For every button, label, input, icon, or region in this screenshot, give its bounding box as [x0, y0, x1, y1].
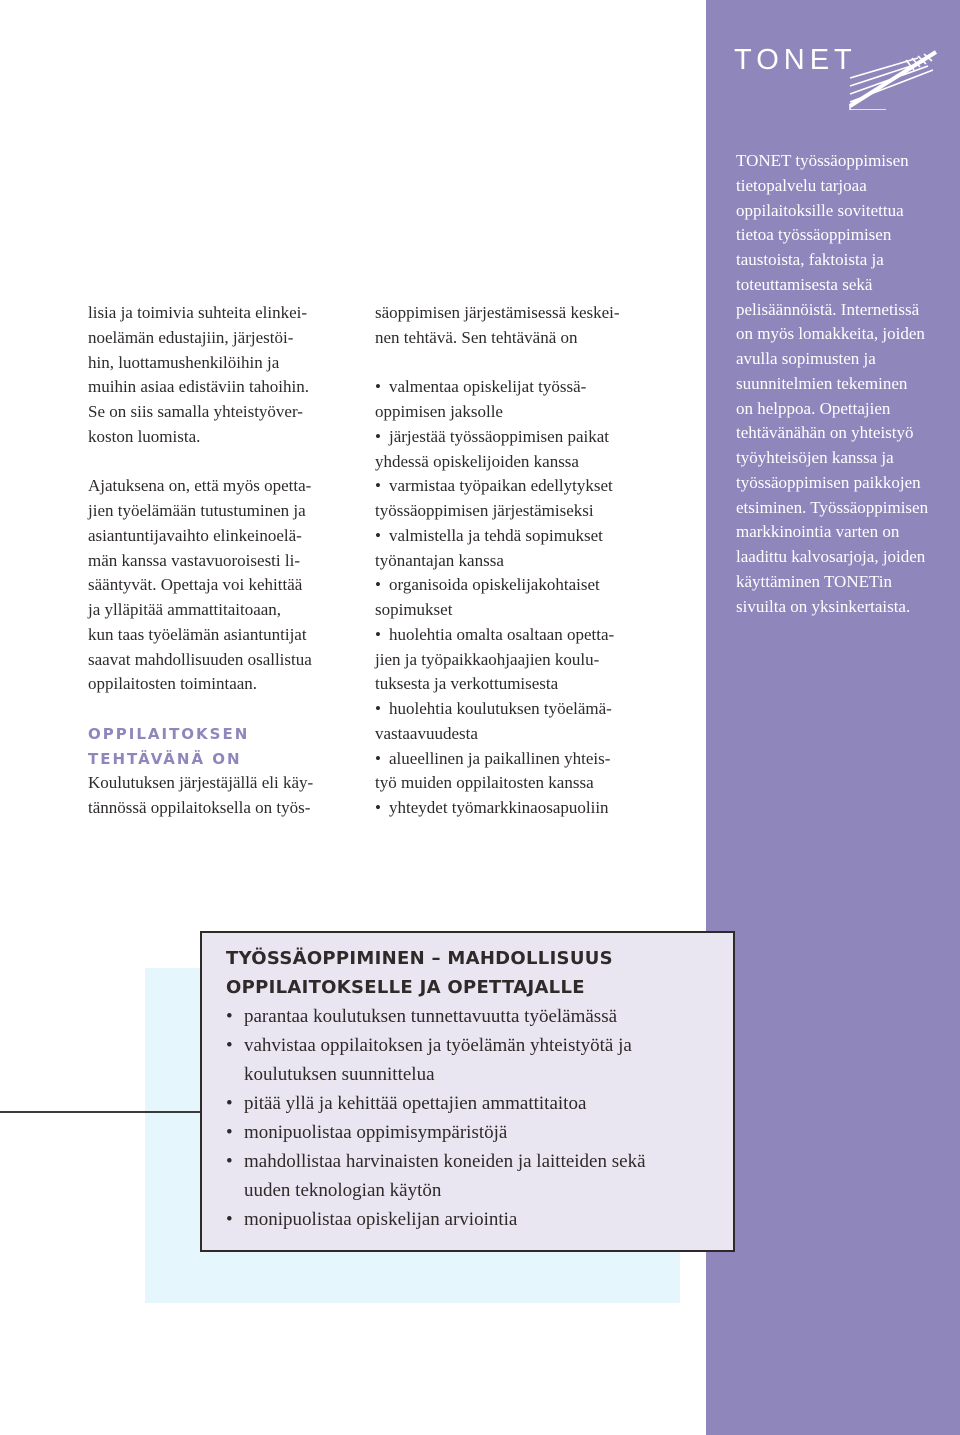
- bullet-icon: •: [226, 1093, 233, 1114]
- list-item-text: oppimisen jaksolle: [375, 402, 503, 421]
- list-item-continuation: [375, 450, 675, 475]
- box-title-line: OPPILAITOKSELLE JA OPETTAJALLE: [226, 977, 585, 998]
- list-item-text: koulutuksen suunnittelua: [244, 1064, 435, 1085]
- text-line: kun taas työelämän asiantuntijat: [88, 624, 307, 644]
- list-item: [375, 697, 675, 722]
- list-item: [375, 747, 675, 772]
- list-item: [226, 1031, 733, 1060]
- sidebar-line: pelisäännöistä. Internetissä: [736, 299, 920, 319]
- list-item: [226, 1205, 733, 1234]
- list-item-text: vahvistaa oppilaitoksen ja työelämän yhteistyötä ja: [244, 1035, 632, 1056]
- sidebar-line: avulla sopimusten ja: [736, 349, 876, 368]
- text-line: noelämän edustajiin, järjestöi-: [88, 327, 294, 347]
- paragraph: [88, 301, 356, 450]
- list-item: [375, 573, 675, 598]
- list-item-continuation: [375, 771, 675, 796]
- bullet-icon: •: [226, 1006, 233, 1027]
- paragraph: [375, 301, 675, 351]
- list-item-text: organisoida opiskelijakohtaiset: [389, 575, 600, 595]
- list-item-continuation: [375, 598, 675, 623]
- highlight-box: [200, 931, 735, 1252]
- text-line: saavat mahdollisuuden osallistua: [88, 649, 312, 669]
- text-line: jien työelämään tutustuminen ja: [88, 501, 306, 520]
- list-item: [226, 1147, 733, 1176]
- text-line: lisia ja toimivia suhteita elinkei-: [88, 303, 308, 322]
- bullet-icon: •: [226, 1151, 233, 1172]
- list-item-text: pitää yllä ja kehittää opettajien ammattitaitoa: [244, 1093, 587, 1114]
- list-item-text: huolehtia koulutuksen työelämä-: [389, 699, 612, 718]
- text-line: koston luomista.: [88, 426, 201, 446]
- list-item-text: järjestää työssäoppimisen paikat: [389, 426, 609, 446]
- text-line: muihin asiaa edistäviin tahoihin.: [88, 377, 309, 397]
- list-item-text: työ muiden oppilaitosten kanssa: [375, 773, 594, 793]
- paragraph: [88, 771, 356, 821]
- bullet-icon: •: [375, 798, 381, 817]
- sidebar-line: tietoa työssäoppimisen: [736, 225, 892, 245]
- list-item-continuation: [375, 648, 675, 673]
- list-item-continuation: [375, 549, 675, 574]
- list-item-text: varmistaa työpaikan edellytykset: [389, 476, 613, 496]
- sidebar-line: sivuilta on yksinkertaista.: [736, 596, 911, 616]
- list-item-text: tuksesta ja verkottumisesta: [375, 674, 559, 694]
- sidebar-line: taustoista, faktoista ja: [736, 250, 884, 269]
- divider-line: [0, 1111, 201, 1113]
- bullet-icon: •: [375, 525, 381, 545]
- subheading-line: TEHTÄVÄNÄ ON: [88, 749, 242, 768]
- bullet-icon: •: [375, 426, 381, 446]
- sidebar-line: on helppoa. Opettajien: [736, 398, 891, 418]
- text-line: Se on siis samalla yhteistyöver-: [88, 402, 303, 421]
- sidebar-line: tehtävänähän on yhteistyö: [736, 423, 914, 443]
- text-line: sääntyvät. Opettaja voi kehittää: [88, 575, 303, 595]
- sidebar-line: laadittu kalvosarjoja, joiden: [736, 547, 926, 566]
- list-item-text: vastaavuudesta: [375, 723, 478, 743]
- paragraph: [88, 474, 356, 697]
- sidebar-description: [736, 149, 958, 619]
- list-item-continuation: [226, 1176, 733, 1205]
- list-item: [375, 796, 675, 821]
- text-line: ja ylläpitää ammattitaitoaan,: [88, 600, 282, 619]
- sidebar-line: suunnitelmien tekeminen: [736, 373, 908, 393]
- list-item-continuation: [375, 400, 675, 425]
- body-column-left: [88, 301, 356, 821]
- bullet-icon: •: [226, 1122, 233, 1143]
- sidebar-line: käyttäminen TONETin: [736, 571, 892, 591]
- list-item: [226, 1002, 733, 1031]
- benefit-list: [226, 1002, 733, 1234]
- list-item-text: jien ja työpaikkaohjaajien koulu-: [375, 649, 600, 669]
- text-line: hin, luottamushenkilöihin ja: [88, 352, 280, 372]
- sidebar-line: tietopalvelu tarjoaa: [736, 175, 867, 195]
- bullet-icon: •: [375, 377, 381, 397]
- box-title-line: TYÖSSÄOPPIMINEN – MAHDOLLISUUS: [226, 948, 613, 969]
- section-subheading: [88, 722, 356, 772]
- sidebar-line: etsiminen. Työssäoppimisen: [736, 497, 929, 517]
- sidebar-line: oppilaitoksille sovitettua: [736, 200, 904, 220]
- list-item: [375, 524, 675, 549]
- list-item-continuation: [226, 1060, 733, 1089]
- sidebar-line: markkinointia varten on: [736, 522, 900, 542]
- list-item-text: valmentaa opiskelijat työssä-: [389, 377, 587, 397]
- list-item: [375, 623, 675, 648]
- bullet-icon: •: [375, 748, 381, 768]
- bullet-icon: •: [375, 476, 381, 496]
- list-item-text: työssäoppimisen järjestämiseksi: [375, 501, 594, 520]
- subheading-line: OPPILAITOKSEN: [88, 724, 250, 743]
- text-line: Koulutuksen järjestäjällä eli käy-: [88, 773, 314, 793]
- bullet-icon: •: [226, 1035, 233, 1056]
- sidebar-line: työssäoppimisen paikkojen: [736, 472, 921, 492]
- box-title: [226, 944, 733, 1002]
- list-item-text: monipuolistaa opiskelijan arviointia: [244, 1209, 518, 1230]
- list-item-text: yhdessä opiskelijoiden kanssa: [375, 451, 579, 471]
- bullet-icon: •: [375, 624, 381, 644]
- body-column-right: [375, 301, 675, 821]
- tonet-logo-text: TONET: [734, 44, 857, 76]
- bullet-icon: •: [375, 575, 381, 595]
- list-item-text: alueellinen ja paikallinen yhteis-: [389, 748, 611, 768]
- list-item-text: huolehtia omalta osaltaan opetta-: [389, 624, 615, 644]
- list-item-text: sopimukset: [375, 600, 453, 619]
- tonet-stairs-icon: [846, 48, 940, 110]
- sidebar-line: työyhteisöjen kanssa ja: [736, 448, 894, 467]
- task-list: [375, 375, 675, 821]
- text-line: asiantuntijavaihto elinkeinoelä-: [88, 525, 302, 545]
- list-item-text: parantaa koulutuksen tunnettavuutta työelämässä: [244, 1006, 618, 1027]
- list-item: [375, 425, 675, 450]
- list-item: [226, 1118, 733, 1147]
- text-line: män kanssa vastavuoroisesti li-: [88, 550, 300, 570]
- sidebar-line: toteuttamisesta sekä: [736, 274, 873, 294]
- list-item: [375, 474, 675, 499]
- bullet-icon: •: [375, 699, 381, 718]
- list-item-text: yhteydet työmarkkinaosapuoliin: [389, 798, 609, 817]
- list-item-text: monipuolistaa oppimisympäristöjä: [244, 1122, 508, 1143]
- text-line: tännössä oppilaitoksella on työs-: [88, 798, 311, 817]
- bullet-icon: •: [226, 1209, 233, 1230]
- list-item: [226, 1089, 733, 1118]
- list-item-text: mahdollistaa harvinaisten koneiden ja laitteiden sekä: [244, 1151, 646, 1172]
- list-item-continuation: [375, 499, 675, 524]
- list-item-text: valmistella ja tehdä sopimukset: [389, 525, 603, 545]
- text-line: nen tehtävä. Sen tehtävänä on: [375, 327, 578, 347]
- sidebar-line: TONET työssäoppimisen: [736, 151, 909, 170]
- list-item: [375, 375, 675, 400]
- list-item-continuation: [375, 672, 675, 697]
- list-item-text: työnantajan kanssa: [375, 550, 504, 570]
- list-item-text: uuden teknologian käytön: [244, 1180, 442, 1201]
- list-item-continuation: [375, 722, 675, 747]
- text-line: säoppimisen järjestämisessä keskei-: [375, 303, 620, 322]
- text-line: oppilaitosten toimintaan.: [88, 674, 258, 694]
- text-line: Ajatuksena on, että myös opetta-: [88, 476, 312, 496]
- sidebar-line: on myös lomakkeita, joiden: [736, 324, 925, 344]
